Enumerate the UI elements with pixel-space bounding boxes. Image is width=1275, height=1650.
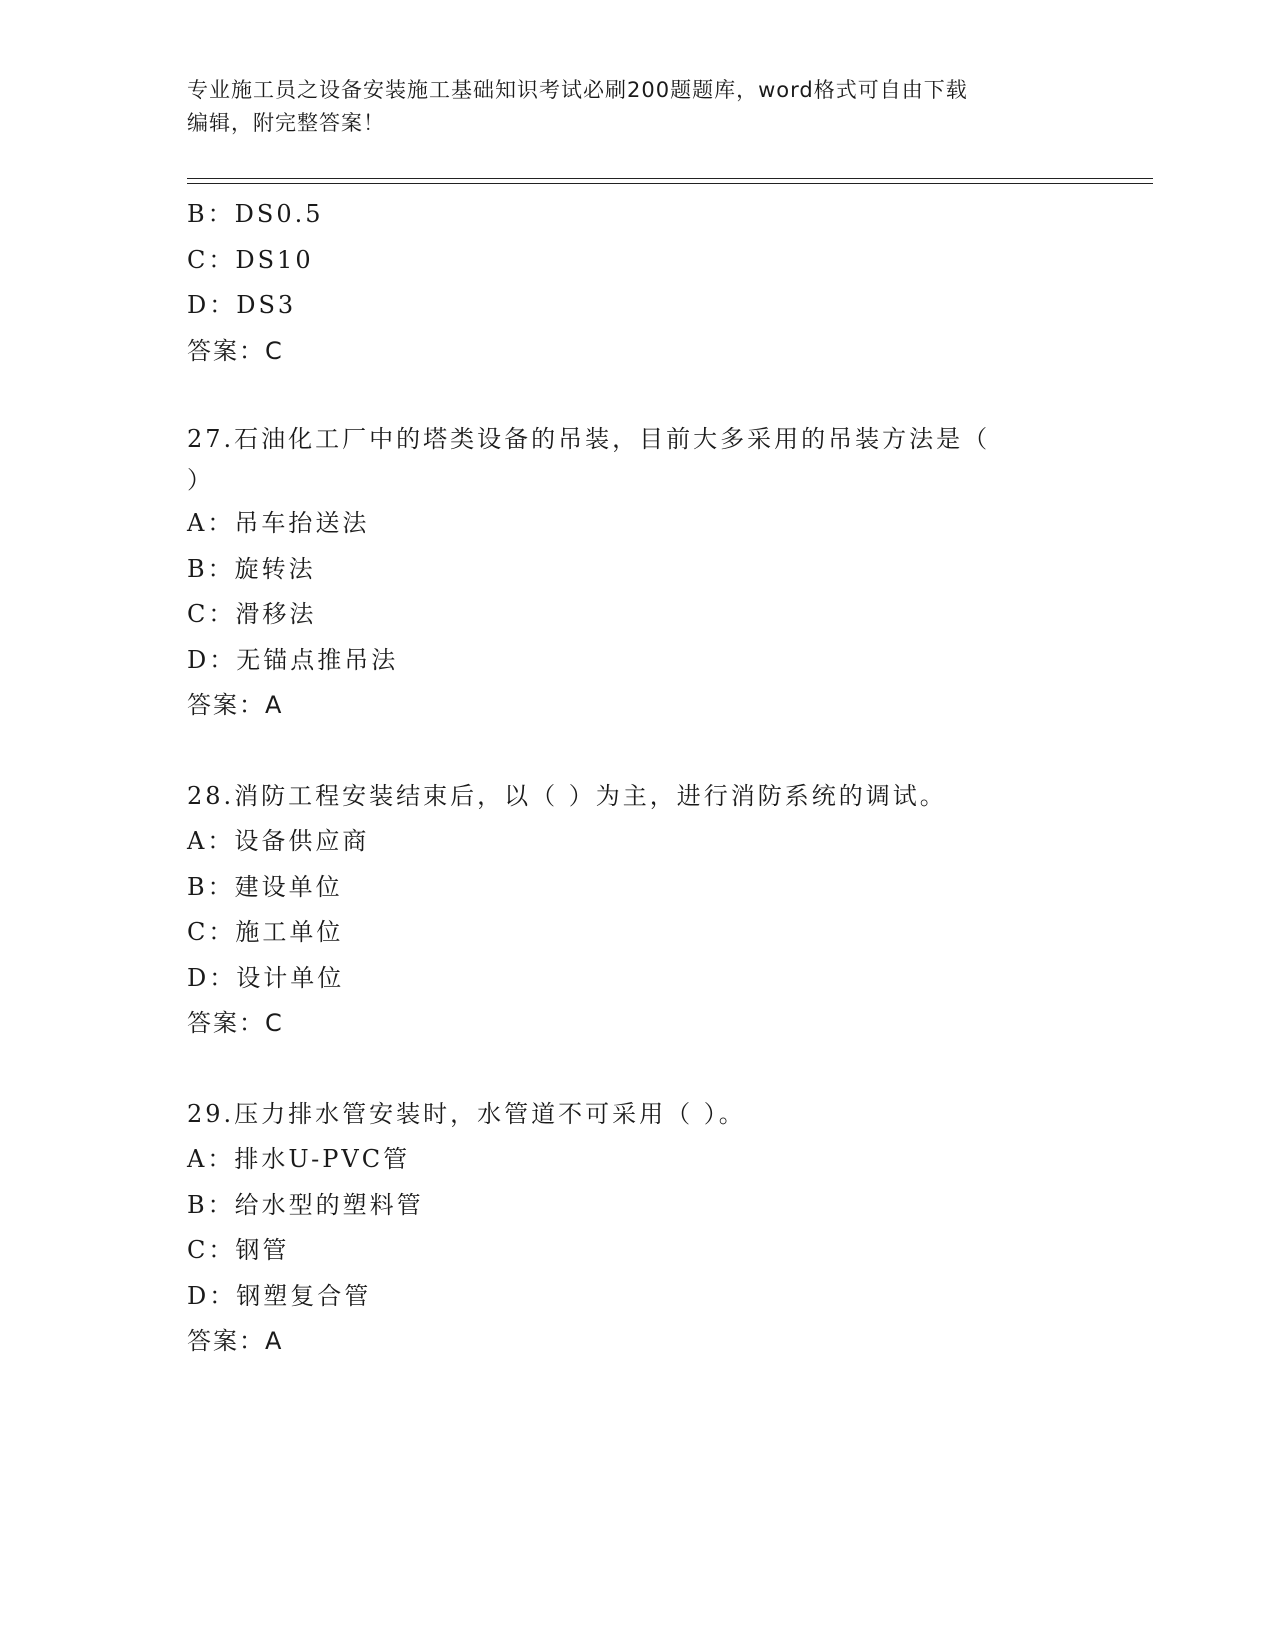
option-a: A：吊车抬送法 <box>187 509 370 537</box>
answer-line: 答案：C <box>187 1009 284 1037</box>
question-28 <box>187 774 1107 1047</box>
header-rule-top <box>187 178 1153 179</box>
question-stem-continued: ） <box>187 466 214 494</box>
header-rule-bottom <box>187 183 1153 184</box>
option-c: C：滑移法 <box>187 600 317 628</box>
answer-line: 答案：A <box>187 691 284 719</box>
document-header <box>187 74 1087 140</box>
option-d: D：无锚点推吊法 <box>187 645 399 674</box>
question-stem: 29.压力排水管安装时，水管道不可采用（ ）。 <box>187 1099 746 1128</box>
question-list <box>187 192 1107 1365</box>
option-c: C：施工单位 <box>187 918 344 946</box>
answer-line: 答案：C <box>187 336 284 365</box>
option-b: B：旋转法 <box>187 554 316 583</box>
option-d: D：设计单位 <box>187 963 345 992</box>
option-c: C：钢管 <box>187 1236 290 1264</box>
option-a: A：排水U-PVC管 <box>187 1145 411 1173</box>
header-line-2: 编辑，附完整答案！ <box>187 111 385 135</box>
answer-line: 答案：A <box>187 1327 284 1355</box>
option-c: C：DS10 <box>187 245 314 274</box>
header-line-1: 专业施工员之设备安装施工基础知识考试必刷200题题库，word格式可自由下载 <box>187 78 968 102</box>
option-d: D：DS3 <box>187 291 297 319</box>
option-d: D：钢塑复合管 <box>187 1281 372 1310</box>
option-b: B：给水型的塑料管 <box>187 1190 424 1219</box>
question-27 <box>187 419 1107 729</box>
option-b: B：DS0.5 <box>187 200 324 228</box>
prev-question-block <box>187 192 1107 374</box>
question-stem: 27.石油化工厂中的塔类设备的吊装，目前大多采用的吊装方法是（ <box>187 425 991 453</box>
question-29 <box>187 1092 1107 1365</box>
question-stem: 28.消防工程安装结束后，以（ ）为主，进行消防系统的调试。 <box>187 781 947 810</box>
option-b: B：建设单位 <box>187 872 343 901</box>
option-a: A：设备供应商 <box>187 827 370 855</box>
